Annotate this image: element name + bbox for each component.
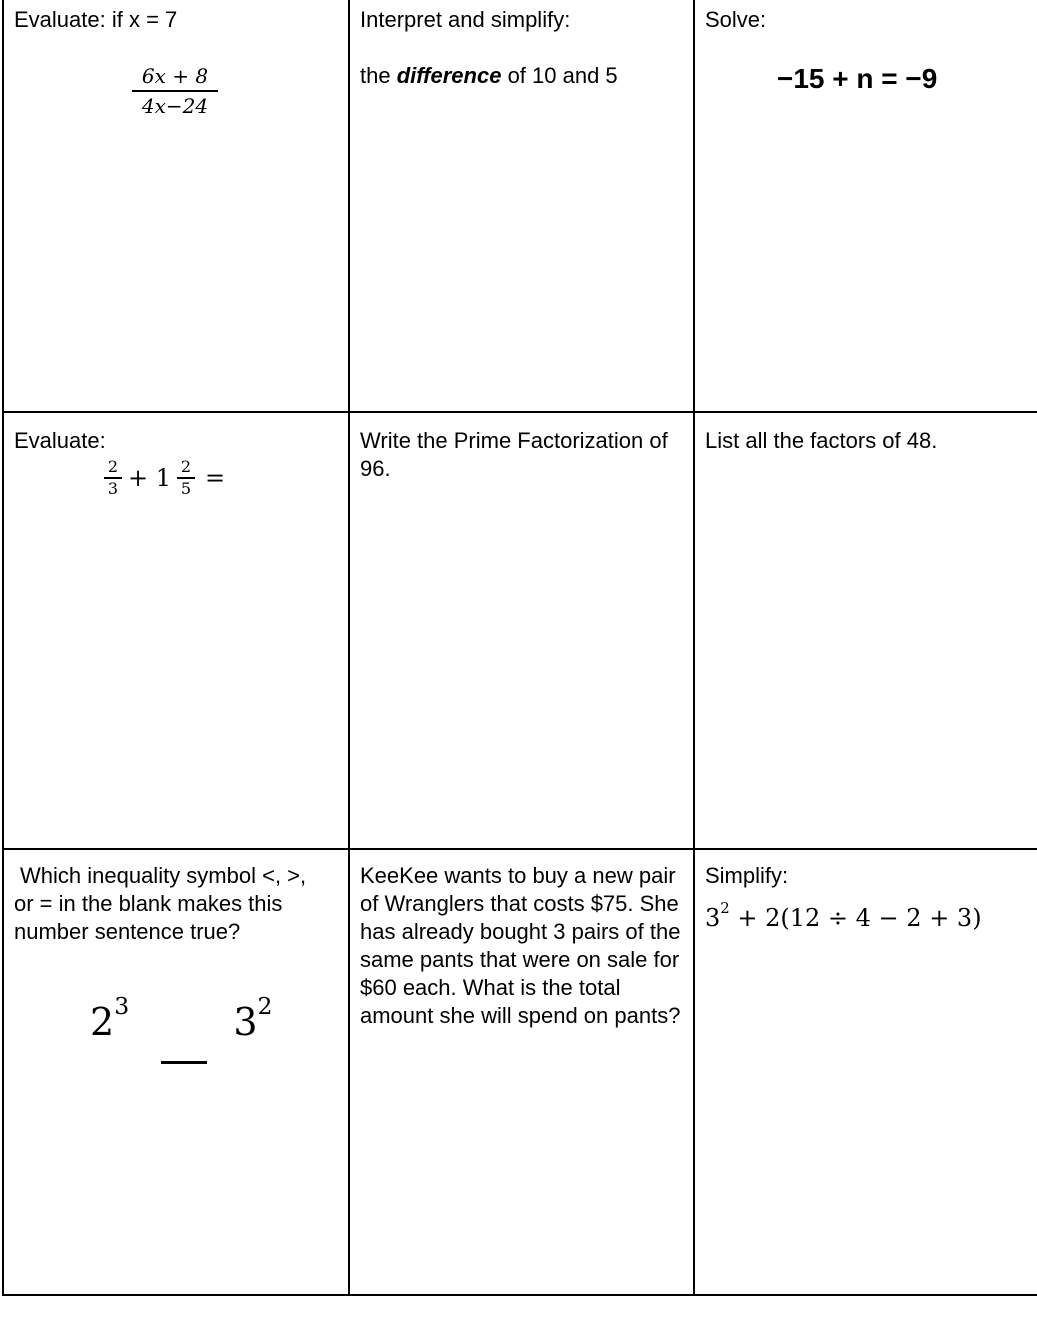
problem-2-phrase-before: the xyxy=(360,63,397,88)
problem-2-phrase-after: of 10 and 5 xyxy=(501,63,618,88)
problem-9-base: 3 xyxy=(705,904,721,932)
problem-cell-9 xyxy=(693,850,1037,1296)
problem-cell-2 xyxy=(348,0,693,413)
problem-cell-7 xyxy=(2,850,348,1296)
problem-9-prompt: Simplify: xyxy=(705,863,789,888)
problem-cell-5 xyxy=(348,413,693,850)
problem-7-exponent2: 2 xyxy=(257,991,273,1020)
problem-7-expression xyxy=(90,991,273,1064)
grid-left-border xyxy=(2,0,4,1296)
problem-1-fraction xyxy=(132,62,218,120)
problem-cell-8 xyxy=(348,850,693,1296)
problem-7-base2: 3 xyxy=(233,1000,258,1044)
problem-4-equals: = xyxy=(205,463,226,492)
problem-4-frac1-denominator: 3 xyxy=(107,478,119,498)
problem-7-blank xyxy=(161,1017,207,1064)
problem-4-frac1-numerator: 2 xyxy=(107,457,119,476)
problem-4-plus-whole: + 1 xyxy=(128,463,172,492)
problem-3-prompt: Solve: xyxy=(705,7,767,32)
problem-9-exponent: 2 xyxy=(720,898,730,917)
problem-2-prompt: Interpret and simplify: xyxy=(360,7,571,32)
problem-9-expression xyxy=(705,898,982,937)
problem-2-phrase xyxy=(360,62,683,90)
worksheet-grid xyxy=(2,0,1037,1296)
problem-9-rest: + 2(12 ÷ 4 − 2 + 3) xyxy=(729,904,982,932)
problem-4-frac2-numerator: 2 xyxy=(180,457,192,476)
problem-cell-1 xyxy=(2,0,348,413)
problem-8-prompt: KeeKee wants to buy a new pair of Wranglers that costs $75. She has already bought 3 pairs of the same pants that were on sale for $60 each. What is the total amount she will spend on pants? xyxy=(360,863,681,1028)
problem-7-prompt: Which inequality symbol <, >, or = in the blank makes this number sentence true? xyxy=(14,863,307,944)
problem-3-equation: −15 + n = −9 xyxy=(777,63,938,94)
problem-cell-4 xyxy=(2,413,348,850)
problem-cell-6 xyxy=(693,413,1037,850)
problem-4-expression xyxy=(104,457,225,499)
problem-7-exponent1: 3 xyxy=(114,991,130,1020)
problem-1-denominator: 4x−24 xyxy=(141,93,209,118)
problem-6-prompt: List all the factors of 48. xyxy=(705,428,938,453)
problem-5-prompt: Write the Prime Factorization of 96. xyxy=(360,428,668,481)
problem-cell-3 xyxy=(693,0,1037,413)
problem-4-frac2-denominator: 5 xyxy=(180,478,192,498)
problem-2-phrase-emphasis: difference xyxy=(396,63,502,88)
problem-4-prompt: Evaluate: xyxy=(14,428,106,453)
problem-7-base1: 2 xyxy=(90,1000,115,1044)
problem-1-prompt: Evaluate: if x = 7 xyxy=(14,7,178,32)
problem-1-numerator: 6x + 8 xyxy=(141,64,209,88)
